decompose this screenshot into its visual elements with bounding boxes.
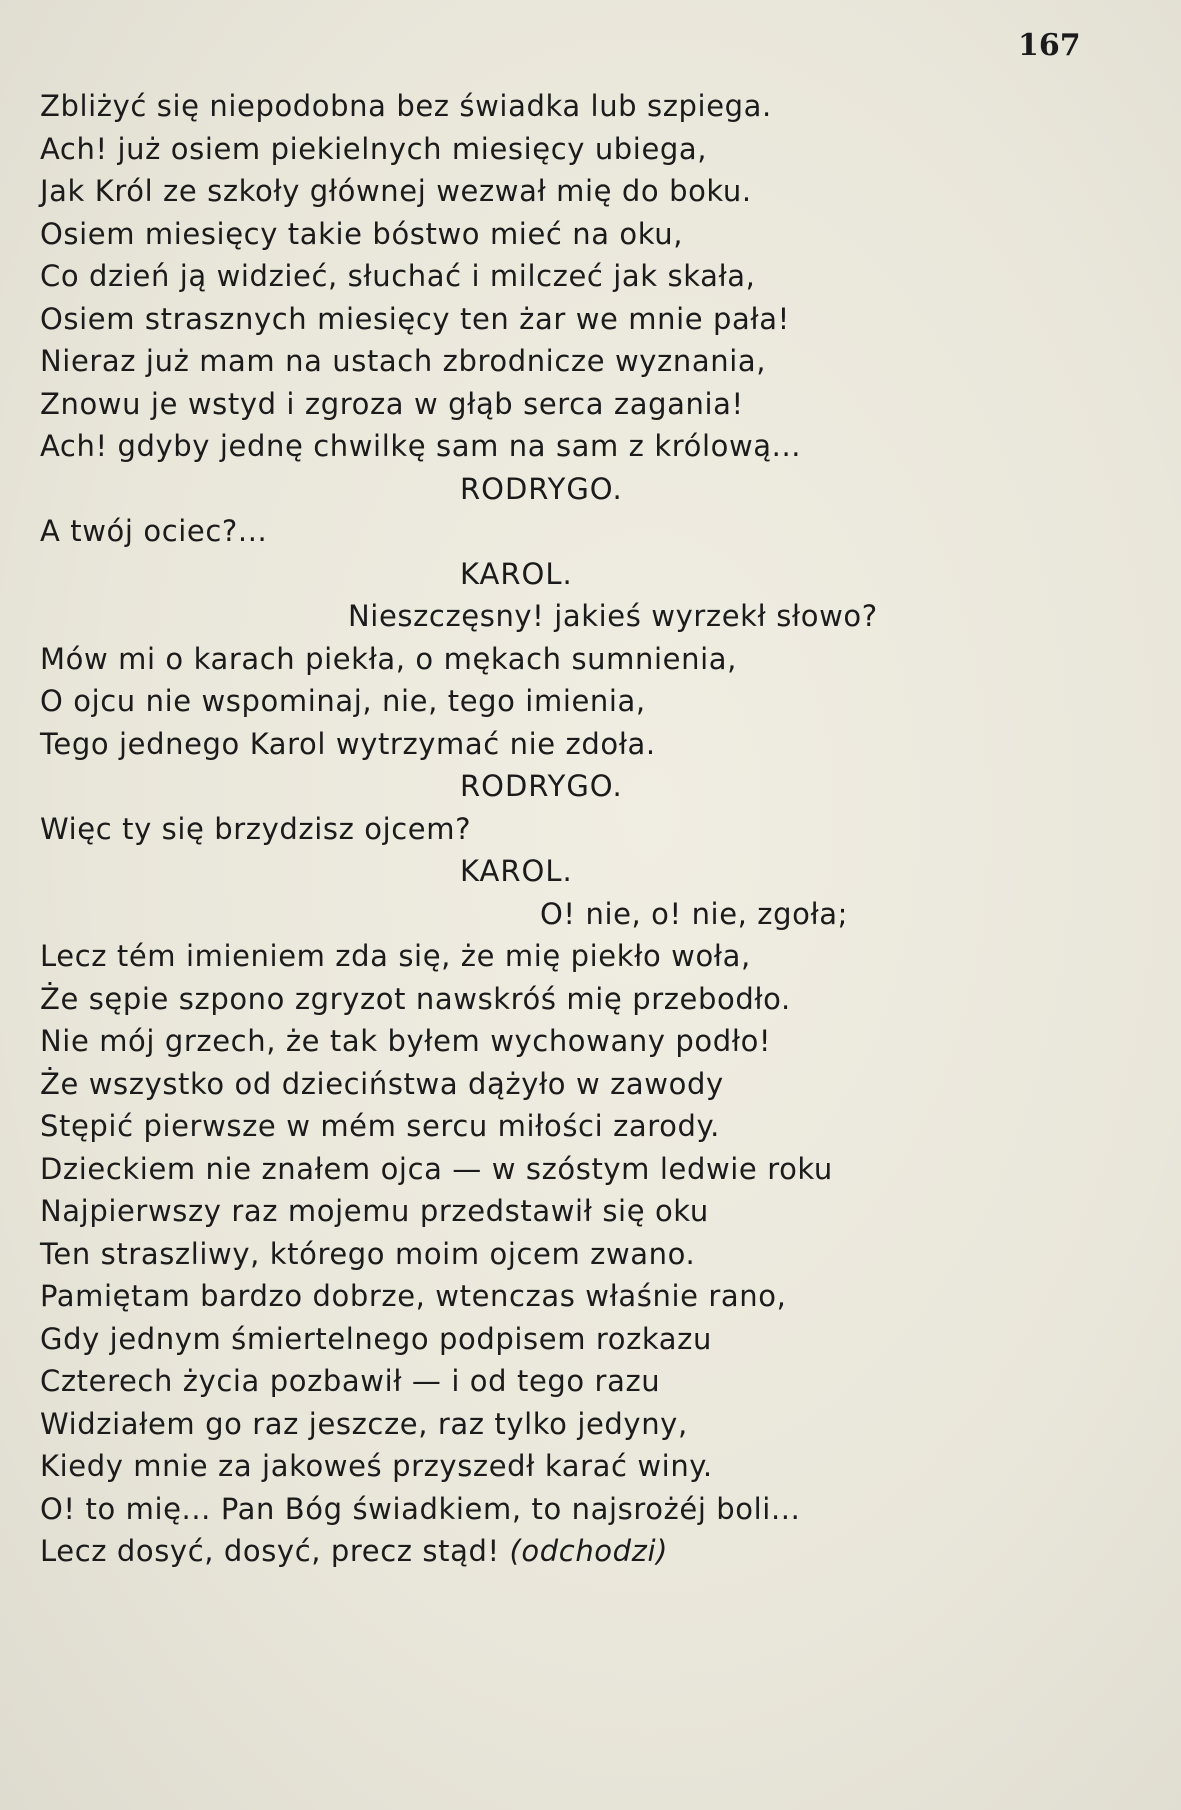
- verse-line: Osiem strasznych miesięcy ten żar we mnie pała!: [40, 301, 790, 336]
- verse-line: Dzieckiem nie znałem ojca — w szóstym ledwie roku: [40, 1151, 833, 1186]
- verse-line: Tego jednego Karol wytrzymać nie zdoła.: [40, 726, 656, 761]
- speaker-name: KAROL.: [460, 556, 573, 591]
- verse-line-continuation: Nieszczęsny! jakieś wyrzekł słowo?: [348, 599, 878, 633]
- speaker-name: RODRYGO.: [460, 769, 623, 803]
- final-verse-text: Lecz dosyć, dosyć, precz stąd!: [40, 1534, 510, 1568]
- verse-line: Gdy jednym śmiertelnego podpisem rozkazu: [40, 1321, 712, 1356]
- verse-line: Że sępie szpono zgryzot nawskróś mię przebodło.: [40, 981, 791, 1016]
- verse-line-continuation: O! nie, o! nie, zgoła;: [540, 896, 849, 931]
- stage-direction: (odchodzi): [509, 1534, 669, 1568]
- speaker-name: RODRYGO.: [460, 471, 623, 506]
- verse-line: Pamiętam bardzo dobrze, wtenczas właśnie rano,: [40, 1279, 787, 1313]
- verse-line: Że wszystko od dzieciństwa dążyło w zawody: [40, 1066, 724, 1101]
- verse-line: A twój ociec?...: [40, 514, 268, 548]
- final-verse-line: [40, 1530, 1150, 1573]
- page-number: 167: [1018, 28, 1081, 63]
- verse-line: Mów mi o karach piekła, o mękach sumnienia,: [40, 641, 737, 676]
- verse-line: Zbliżyć się niepodobna bez świadka lub szpiega.: [40, 89, 772, 123]
- verse-line: Ach! gdyby jednę chwilkę sam na sam z królową...: [40, 429, 802, 463]
- verse-line: Nie mój grzech, że tak byłem wychowany podło!: [40, 1024, 772, 1058]
- verse-line: O! to mię... Pan Bóg świadkiem, to najsrożéj boli...: [40, 1491, 801, 1526]
- verse-line: Więc ty się brzydzisz ojcem?: [40, 811, 472, 846]
- verse-line: Nieraz już mam na ustach zbrodnicze wyznania,: [40, 344, 767, 378]
- verse-line: Widziałem go raz jeszcze, raz tylko jedyny,: [40, 1406, 688, 1441]
- verse-line: Ten straszliwy, którego moim ojcem zwano.: [40, 1236, 696, 1271]
- verse-line: Jak Król ze szkoły głównej wezwał mię do boku.: [40, 174, 752, 208]
- verse-line: O ojcu nie wspominaj, nie, tego imienia,: [40, 684, 646, 718]
- verse-line: Stępić pierwsze w mém sercu miłości zarody.: [40, 1109, 720, 1143]
- verse-line: Najpierwszy raz mojemu przedstawił się oku: [40, 1194, 709, 1228]
- verse-line: Osiem miesięcy takie bóstwo mieć na oku,: [40, 216, 684, 251]
- verse-line: Lecz tém imieniem zda się, że mię piekło woła,: [40, 939, 751, 973]
- verse-line: Znowu je wstyd i zgroza w głąb serca zagania!: [40, 386, 744, 421]
- verse-line: Ach! już osiem piekielnych miesięcy ubiega,: [40, 131, 708, 166]
- speaker-name: KAROL.: [460, 854, 573, 888]
- verse-line: Kiedy mnie za jakoweś przyszedł karać winy.: [40, 1449, 713, 1483]
- verse-line: Co dzień ją widzieć, słuchać i milczeć jak skała,: [40, 259, 756, 293]
- verse-line: Czterech życia pozbawił — i od tego razu: [40, 1364, 661, 1398]
- play-text: [40, 85, 1150, 1573]
